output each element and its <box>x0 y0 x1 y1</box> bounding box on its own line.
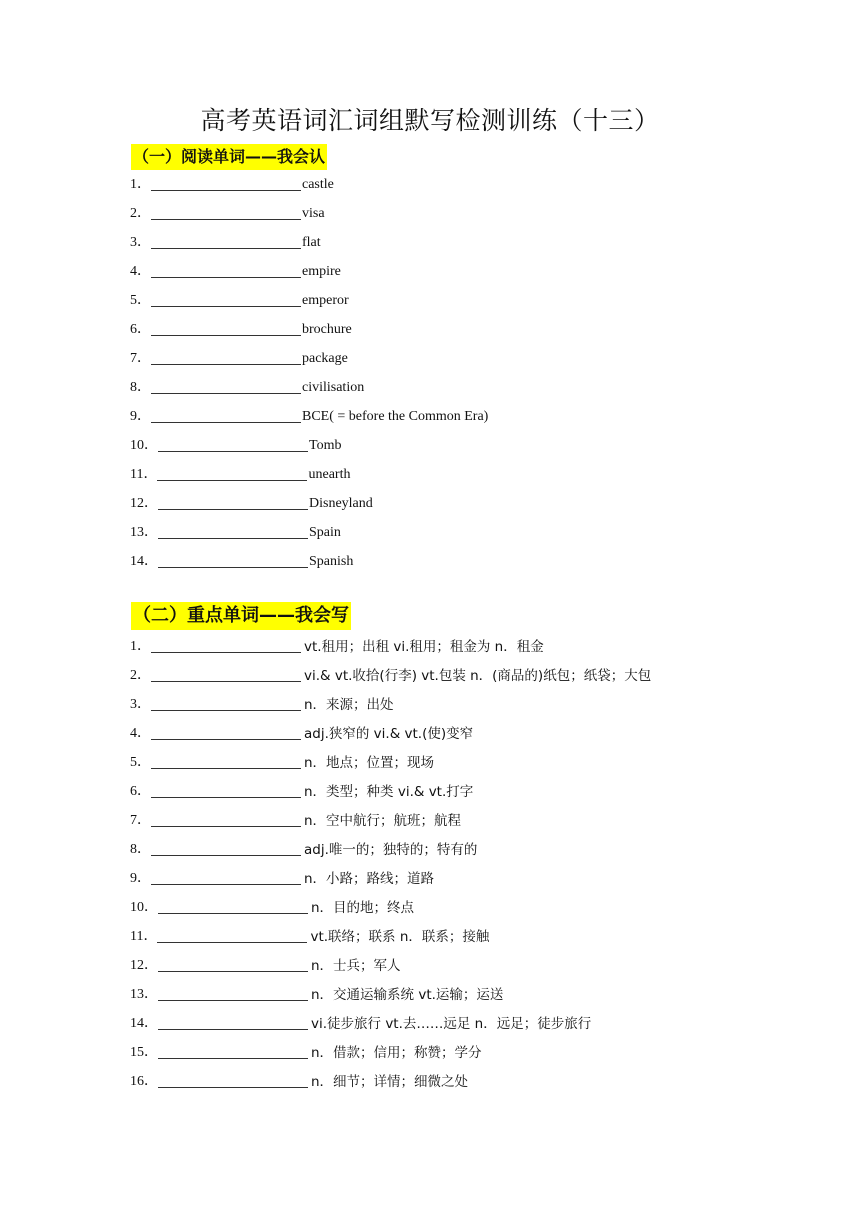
key-word-item <box>130 695 651 724</box>
english-word: Spanish <box>309 554 354 569</box>
item-number: 5． <box>130 293 151 308</box>
english-word: package <box>302 351 348 366</box>
answer-blank[interactable] <box>158 956 308 972</box>
answer-blank[interactable] <box>151 724 301 740</box>
item-number: 1． <box>130 177 151 192</box>
english-word: Tomb <box>309 438 342 453</box>
key-words-list <box>130 637 651 1101</box>
reading-word-item <box>130 349 488 378</box>
answer-blank[interactable] <box>158 436 308 452</box>
english-word: unearth <box>308 467 351 482</box>
chinese-definition: vt.联络；联系 n．联系；接触 <box>310 929 490 945</box>
answer-blank[interactable] <box>151 175 301 191</box>
key-word-item <box>130 898 651 927</box>
answer-blank[interactable] <box>157 927 307 943</box>
answer-blank[interactable] <box>151 782 301 798</box>
answer-blank[interactable] <box>151 262 301 278</box>
item-number: 11． <box>130 929 158 944</box>
item-number: 9． <box>130 409 151 424</box>
item-number: 4． <box>130 264 151 279</box>
answer-blank[interactable] <box>151 291 301 307</box>
answer-blank[interactable] <box>158 1072 308 1088</box>
item-number: 12． <box>130 958 158 973</box>
key-word-item <box>130 840 651 869</box>
answer-blank[interactable] <box>158 1014 308 1030</box>
item-number: 8． <box>130 842 151 857</box>
answer-blank[interactable] <box>158 523 308 539</box>
english-word: brochure <box>302 322 352 337</box>
answer-blank[interactable] <box>151 695 301 711</box>
reading-word-item <box>130 204 488 233</box>
english-word: emperor <box>302 293 349 308</box>
answer-blank[interactable] <box>151 349 301 365</box>
chinese-definition: n．交通运输系统 vt.运输；运送 <box>311 987 504 1003</box>
chinese-definition: vt.租用；出租 vi.租用；租金为 n．租金 <box>304 639 544 655</box>
key-word-item <box>130 1043 651 1072</box>
key-word-item <box>130 956 651 985</box>
answer-blank[interactable] <box>151 204 301 220</box>
chinese-definition: n．目的地；终点 <box>311 900 415 916</box>
english-word: castle <box>302 177 334 192</box>
item-number: 3． <box>130 697 151 712</box>
item-number: 12． <box>130 496 158 511</box>
reading-word-item <box>130 552 488 581</box>
chinese-definition: n．类型；种类 vi.& vt.打字 <box>304 784 474 800</box>
reading-word-item <box>130 378 488 407</box>
answer-blank[interactable] <box>158 898 308 914</box>
answer-blank[interactable] <box>151 407 301 423</box>
chinese-definition: n．借款；信用；称赞；学分 <box>311 1045 482 1061</box>
answer-blank[interactable] <box>151 811 301 827</box>
reading-word-item <box>130 407 488 436</box>
answer-blank[interactable] <box>151 320 301 336</box>
reading-word-item <box>130 175 488 204</box>
answer-blank[interactable] <box>151 753 301 769</box>
chinese-definition: adj.狭窄的 vi.& vt.(使)变窄 <box>304 726 474 742</box>
answer-blank[interactable] <box>151 378 301 394</box>
chinese-definition: n．小路；路线；道路 <box>304 871 435 887</box>
item-number: 10． <box>130 900 158 915</box>
section-heading-key-words: （二）重点单词——我会写 <box>131 602 351 630</box>
answer-blank[interactable] <box>151 637 301 653</box>
key-word-item <box>130 753 651 782</box>
answer-blank[interactable] <box>151 233 301 249</box>
item-number: 8． <box>130 380 151 395</box>
item-number: 1． <box>130 639 151 654</box>
section-heading-reading-words: （一）阅读单词——我会认 <box>131 144 327 170</box>
item-number: 6． <box>130 322 151 337</box>
item-number: 11． <box>130 467 158 482</box>
item-number: 2． <box>130 206 151 221</box>
item-number: 13． <box>130 987 158 1002</box>
english-word: Spain <box>309 525 341 540</box>
item-number: 4． <box>130 726 151 741</box>
answer-blank[interactable] <box>158 985 308 1001</box>
item-number: 9． <box>130 871 151 886</box>
item-number: 16． <box>130 1074 158 1089</box>
key-word-item <box>130 724 651 753</box>
answer-blank[interactable] <box>157 465 307 481</box>
key-word-item <box>130 1072 651 1101</box>
reading-word-item <box>130 465 488 494</box>
chinese-definition: vi.徒步旅行 vt.去……远足 n．远足；徒步旅行 <box>311 1016 592 1032</box>
item-number: 15． <box>130 1045 158 1060</box>
chinese-definition: n．士兵；军人 <box>311 958 401 974</box>
key-word-item <box>130 637 651 666</box>
reading-word-item <box>130 320 488 349</box>
key-word-item <box>130 869 651 898</box>
answer-blank[interactable] <box>151 666 301 682</box>
english-word: Disneyland <box>309 496 373 511</box>
chinese-definition: n．来源；出处 <box>304 697 394 713</box>
english-word: flat <box>302 235 321 250</box>
reading-word-item <box>130 233 488 262</box>
answer-blank[interactable] <box>158 494 308 510</box>
chinese-definition: n．地点；位置；现场 <box>304 755 435 771</box>
reading-word-item <box>130 494 488 523</box>
item-number: 13． <box>130 525 158 540</box>
key-word-item <box>130 1014 651 1043</box>
chinese-definition: adj.唯一的；独特的；特有的 <box>304 842 478 858</box>
key-word-item <box>130 811 651 840</box>
key-word-item <box>130 782 651 811</box>
item-number: 7． <box>130 351 151 366</box>
item-number: 14． <box>130 554 158 569</box>
english-word: empire <box>302 264 341 279</box>
item-number: 3． <box>130 235 151 250</box>
item-number: 14． <box>130 1016 158 1031</box>
answer-blank[interactable] <box>151 869 301 885</box>
reading-word-item <box>130 262 488 291</box>
key-word-item <box>130 666 651 695</box>
key-word-item <box>130 927 651 956</box>
reading-word-item <box>130 436 488 465</box>
reading-words-list <box>130 175 488 581</box>
english-word: visa <box>302 206 325 221</box>
page-title: 高考英语词汇词组默写检测训练（十三） <box>200 106 660 135</box>
english-word: civilisation <box>302 380 365 395</box>
reading-word-item <box>130 523 488 552</box>
chinese-definition: n．空中航行；航班；航程 <box>304 813 462 829</box>
reading-word-item <box>130 291 488 320</box>
answer-blank[interactable] <box>158 1043 308 1059</box>
item-number: 2． <box>130 668 151 683</box>
answer-blank[interactable] <box>158 552 308 568</box>
item-number: 10． <box>130 438 158 453</box>
answer-blank[interactable] <box>151 840 301 856</box>
english-word: BCE( = before the Common Era) <box>302 409 489 424</box>
item-number: 6． <box>130 784 151 799</box>
item-number: 7． <box>130 813 151 828</box>
chinese-definition: vi.& vt.收拾(行李) vt.包装 n．(商品的)纸包；纸袋；大包 <box>304 668 652 684</box>
chinese-definition: n．细节；详情；细微之处 <box>311 1074 469 1090</box>
key-word-item <box>130 985 651 1014</box>
item-number: 5． <box>130 755 151 770</box>
